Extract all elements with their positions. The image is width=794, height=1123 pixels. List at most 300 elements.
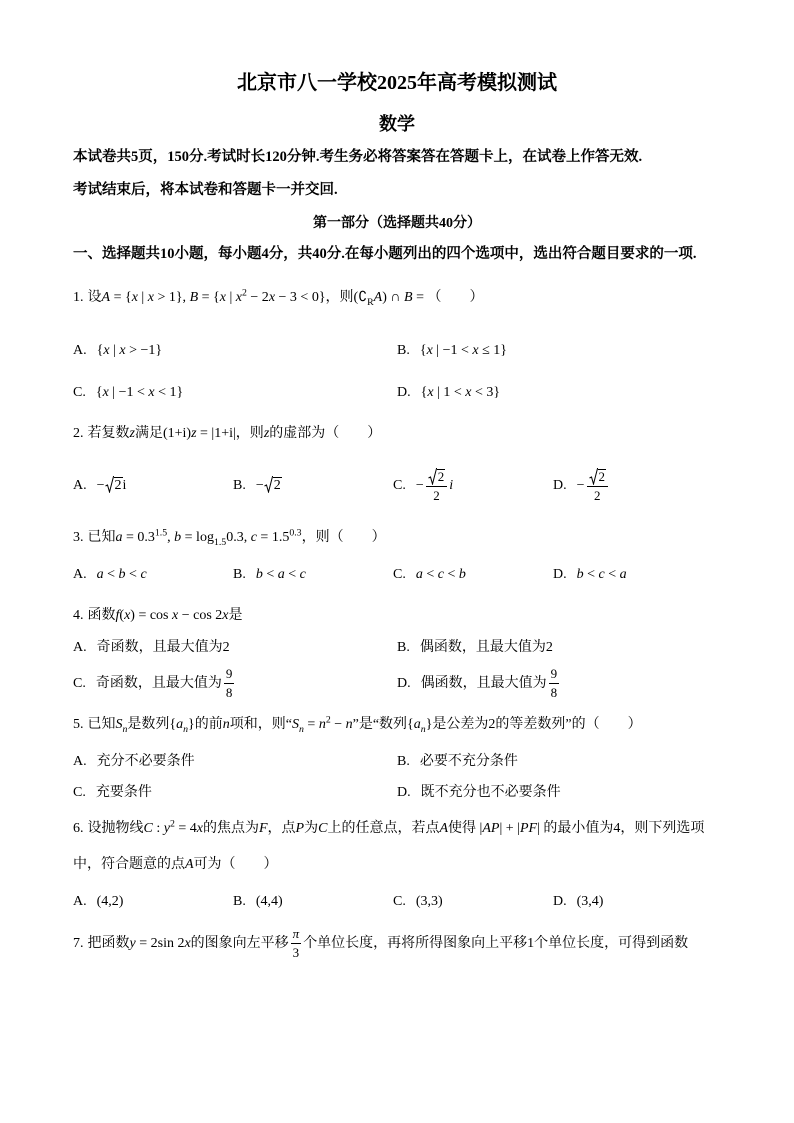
math-variable: z <box>263 426 270 441</box>
question-4-option-b <box>397 632 721 664</box>
option-content <box>420 754 518 769</box>
option-content <box>421 785 561 800</box>
math-text: 2 <box>433 487 440 503</box>
math-text: − <box>330 717 346 732</box>
math-text: | 1 < <box>433 385 466 400</box>
option-content <box>96 785 152 800</box>
question-number: 4. <box>73 608 84 623</box>
math-text: ( <box>119 608 125 623</box>
math-text: 必要不充分条件 <box>419 754 518 769</box>
fraction-numerator <box>587 468 609 487</box>
question-2-option-a <box>73 464 233 508</box>
math-variable: a <box>176 717 184 732</box>
question-1-option-a <box>73 335 397 367</box>
question-1 <box>73 282 721 314</box>
math-text: = 4 <box>174 821 197 836</box>
question-2-option-d <box>553 464 721 508</box>
math-text: 项和，则“ <box>229 717 292 732</box>
fraction <box>426 468 448 504</box>
math-text: 的虚部为（ ） <box>269 426 382 441</box>
radical-sign-icon <box>428 468 437 485</box>
question-stem <box>88 608 243 623</box>
math-text: 若复数 <box>87 426 130 441</box>
math-variable: x <box>426 343 433 358</box>
math-variable: n <box>345 717 353 732</box>
superscript: 0.3 <box>289 527 302 539</box>
superscript: 2 <box>325 714 331 726</box>
math-variable: y <box>163 821 170 836</box>
question-4-options-row <box>73 664 721 704</box>
question-5 <box>73 709 721 741</box>
square-root <box>428 469 446 484</box>
math-variable: i <box>449 478 454 493</box>
math-variable: C <box>318 821 328 836</box>
math-variable: c <box>140 567 147 582</box>
option-content <box>416 894 443 909</box>
fraction-denominator <box>587 487 609 504</box>
option-content <box>97 754 195 769</box>
superscript: 1.5 <box>154 527 168 539</box>
math-variable: P <box>295 821 305 836</box>
option-content <box>421 385 501 400</box>
math-text: 9 <box>225 666 233 682</box>
math-variable: C <box>143 821 153 836</box>
subscript: 1.5 <box>213 536 227 548</box>
subscript-variable: n <box>122 723 128 735</box>
fraction <box>587 468 609 504</box>
question-stem <box>87 287 484 308</box>
math-text: 个单位长度，再将所得图象向上平移1个单位长度，可得到函数 <box>303 936 689 951</box>
math-variable: x <box>472 343 479 358</box>
math-text: | + | <box>499 821 520 836</box>
radical-sign-stroke <box>105 477 114 493</box>
part-title: 第一部分（选择题共40分） <box>313 216 481 231</box>
math-variable: x <box>102 385 109 400</box>
option-content <box>256 478 282 493</box>
option-label: B. <box>233 478 246 493</box>
fraction-denominator <box>426 487 448 504</box>
question-5-option-c <box>73 778 397 808</box>
square-root <box>264 478 282 493</box>
option-content <box>576 468 610 503</box>
square-root <box>589 469 607 484</box>
math-text: ，则（ ） <box>301 530 386 545</box>
math-text: : <box>152 821 164 836</box>
math-text: 是数列{ <box>127 717 177 732</box>
math-variable: π <box>292 926 300 942</box>
option-label: C. <box>393 567 406 582</box>
math-text: 既不充分也不必要条件 <box>420 785 561 800</box>
math-text: 设 <box>87 290 102 305</box>
math-variable: x <box>268 290 276 305</box>
math-variable: x <box>235 290 242 305</box>
radical-sign-stroke <box>589 468 598 484</box>
option-label: B. <box>397 640 410 655</box>
math-text: ) ∩ <box>382 290 405 305</box>
exam-instructions <box>73 141 721 207</box>
option-content <box>416 567 466 582</box>
math-text: 偶函数，且最大值为 <box>420 676 547 691</box>
fraction-denominator <box>291 944 302 961</box>
math-text: 函数 <box>87 608 116 623</box>
question-4 <box>73 600 721 632</box>
math-text: { <box>420 385 428 400</box>
math-text: i <box>122 478 127 493</box>
math-text: < <box>604 567 620 582</box>
math-variable: a <box>277 567 285 582</box>
math-text: 的图象向左平移 <box>190 936 289 951</box>
math-text: (3,3) <box>415 894 443 909</box>
math-text: | <box>109 343 120 358</box>
math-text: 8 <box>550 685 558 701</box>
math-text: 为 <box>304 821 319 836</box>
math-variable: x <box>184 936 191 951</box>
question-4-option-c <box>73 664 397 704</box>
option-label: A. <box>73 640 87 655</box>
math-variable: B <box>404 290 413 305</box>
math-variable: c <box>598 567 605 582</box>
instruction-line: 考试结束后，将本试卷和答题卡一并交回. <box>73 182 338 198</box>
math-text: − <box>576 478 585 493</box>
question-3 <box>73 522 721 554</box>
math-variable: x <box>172 608 179 623</box>
question-5-options-row <box>73 746 721 778</box>
math-variable: c <box>437 567 444 582</box>
square-root <box>105 478 123 493</box>
question-number: 2. <box>73 426 84 441</box>
question-3-option-b <box>233 559 393 591</box>
superscript: 2 <box>242 287 247 299</box>
math-text: }的前 <box>188 717 223 732</box>
math-text: { <box>96 343 104 358</box>
option-label: A. <box>73 343 87 358</box>
math-variable: b <box>174 530 182 545</box>
math-variable: a <box>115 530 123 545</box>
math-text: < 3} <box>471 385 501 400</box>
math-text: 偶函数，且最大值为2 <box>419 640 553 655</box>
math-variable: x <box>222 608 229 623</box>
fraction-denominator <box>549 684 560 701</box>
math-text: ”是“数列{ <box>352 717 414 732</box>
math-text: < <box>262 567 278 582</box>
fraction-numerator <box>224 666 235 684</box>
option-content <box>97 478 127 493</box>
math-text: < <box>583 567 599 582</box>
math-variable: b <box>255 567 263 582</box>
math-text: − 2 <box>246 290 269 305</box>
option-content <box>97 343 163 358</box>
math-text: | −1 < <box>108 385 149 400</box>
option-content <box>577 567 627 582</box>
math-text: 充分不必要条件 <box>96 754 195 769</box>
question-number: 1. <box>73 290 84 305</box>
math-variable: a <box>413 717 421 732</box>
question-5-option-d <box>397 778 721 808</box>
radical-sign-stroke <box>264 477 273 493</box>
question-1-options-row <box>73 335 721 367</box>
question-number: 5. <box>73 717 84 732</box>
math-variable: n <box>318 717 326 732</box>
math-variable: S <box>115 717 123 732</box>
option-label: D. <box>397 676 411 691</box>
radical-sign-stroke <box>428 468 437 484</box>
fraction <box>224 666 235 701</box>
math-variable: AP <box>482 821 500 836</box>
option-content <box>256 567 306 582</box>
math-text: 已知 <box>87 717 116 732</box>
math-variable: b <box>576 567 584 582</box>
math-text: > −1} <box>125 343 163 358</box>
math-text: − <box>415 478 424 493</box>
option-label: B. <box>397 343 410 358</box>
math-variable: S <box>292 717 299 732</box>
question-3-option-d <box>553 559 721 591</box>
subscript-variable: n <box>420 723 426 735</box>
math-text: | 的最小值为4，则下列选项中，符合题意的点 <box>73 821 705 872</box>
option-label: C. <box>393 478 406 493</box>
radical-sign-icon <box>264 476 273 493</box>
option-label: C. <box>73 676 86 691</box>
question-6-option-c <box>393 886 553 918</box>
question-7 <box>73 924 721 964</box>
fraction <box>549 666 560 701</box>
math-text: | <box>137 290 148 305</box>
math-text: 3 <box>292 945 300 961</box>
math-variable: b <box>458 567 466 582</box>
math-variable: A <box>373 290 383 305</box>
option-content <box>96 385 183 400</box>
math-text: 奇函数，且最大值为2 <box>96 640 230 655</box>
math-variable: n <box>222 717 230 732</box>
question-5-option-a <box>73 746 397 778</box>
subject-title: 数学 <box>379 114 415 134</box>
option-content <box>577 894 604 909</box>
math-text: = （ ） <box>412 290 484 305</box>
radical-sign-icon <box>589 468 598 485</box>
math-variable: c <box>299 567 306 582</box>
option-label: A. <box>73 567 87 582</box>
math-text: − cos 2 <box>178 608 223 623</box>
math-variable: x <box>427 385 434 400</box>
math-text: = { <box>198 290 220 305</box>
option-label: D. <box>553 894 567 909</box>
math-text: 充要条件 <box>95 785 152 800</box>
option-content <box>97 894 124 909</box>
math-variable: A <box>101 290 111 305</box>
math-variable: PF <box>519 821 538 836</box>
math-text: = 2sin 2 <box>135 936 185 951</box>
question-6-options-row <box>73 886 721 918</box>
option-content <box>420 343 507 358</box>
option-content <box>420 666 562 701</box>
math-text: ，点 <box>267 821 296 836</box>
math-text: 9 <box>550 666 558 682</box>
math-text: , <box>167 530 175 545</box>
math-text: 2 <box>594 487 601 503</box>
math-text: < <box>284 567 300 582</box>
question-4-option-d <box>397 664 721 704</box>
question-6-option-b <box>233 886 393 918</box>
instruction-line: 本试卷共5页，150分.考试时长120分钟.考生务必将答案答在答题卡上，在试卷上作答无效. <box>73 149 643 165</box>
math-variable: A <box>439 821 449 836</box>
math-variable: x <box>148 385 155 400</box>
option-label: D. <box>397 385 411 400</box>
option-label: C. <box>393 894 406 909</box>
question-stem <box>87 527 386 548</box>
option-content <box>97 640 230 655</box>
math-variable: x <box>147 290 154 305</box>
math-variable: a <box>415 567 423 582</box>
option-content <box>415 468 454 503</box>
superscript: 2 <box>169 818 175 830</box>
question-2-options-row <box>73 464 721 508</box>
question-3-option-c <box>393 559 553 591</box>
option-content <box>256 894 283 909</box>
math-text: 上的任意点，若点 <box>327 821 440 836</box>
math-text: 已知 <box>87 530 116 545</box>
math-text: 奇函数，且最大值为 <box>95 676 222 691</box>
math-text: = { <box>110 290 132 305</box>
question-5-options-row <box>73 778 721 808</box>
question-stem <box>87 714 642 735</box>
fraction <box>291 926 302 961</box>
math-variable: x <box>119 343 126 358</box>
math-text: 的焦点为 <box>202 821 259 836</box>
math-variable: A <box>185 857 194 872</box>
option-label: C. <box>73 385 86 400</box>
math-variable: z <box>191 426 197 441</box>
question-stem <box>73 818 705 872</box>
math-text: 把函数 <box>87 936 130 951</box>
option-content <box>420 640 553 655</box>
fraction-numerator <box>549 666 560 684</box>
fraction-numerator <box>426 468 448 487</box>
fraction-denominator <box>224 684 235 701</box>
radicand: 2 <box>437 468 445 484</box>
exam-title: 北京市八一学校2025年高考模拟测试 <box>237 72 557 94</box>
math-text: | −1 < <box>432 343 473 358</box>
math-variable: a <box>619 567 627 582</box>
math-variable: y <box>129 936 136 951</box>
option-content <box>97 567 147 582</box>
math-variable: z <box>129 426 135 441</box>
math-text: > 1}, <box>153 290 190 305</box>
math-variable: x <box>131 290 138 305</box>
radicand: 2 <box>114 478 122 493</box>
math-variable: F <box>258 821 268 836</box>
math-text: = log <box>181 530 214 545</box>
question-1-option-c <box>73 377 397 409</box>
subscript-variable: n <box>299 723 304 735</box>
question-5-option-b <box>397 746 721 778</box>
question-6-option-d <box>553 886 721 918</box>
math-text: < 1} <box>154 385 184 400</box>
math-text: 0.3, <box>226 530 251 545</box>
math-text: 满足(1+i) <box>134 426 192 441</box>
math-text: (3,4) <box>576 894 604 909</box>
option-label: A. <box>73 478 87 493</box>
option-label: B. <box>233 567 246 582</box>
math-variable: b <box>118 567 126 582</box>
math-text: − <box>96 478 105 493</box>
math-text: 8 <box>225 685 233 701</box>
math-text: | <box>225 290 236 305</box>
math-text: − <box>255 478 264 493</box>
subscript-variable: n <box>183 723 189 735</box>
math-text: 使得 | <box>448 821 483 836</box>
math-variable: c <box>250 530 257 545</box>
question-2 <box>73 418 721 450</box>
question-6 <box>73 811 721 883</box>
question-2-option-c <box>393 464 553 508</box>
subscript: R <box>367 296 374 308</box>
question-6-option-a <box>73 886 233 918</box>
option-label: D. <box>553 567 567 582</box>
math-text: < <box>125 567 141 582</box>
radicand: 2 <box>598 468 606 484</box>
math-variable: x <box>465 385 472 400</box>
question-number: 6. <box>73 821 84 836</box>
question-1-option-b <box>397 335 721 367</box>
question-2-option-b <box>233 464 393 508</box>
question-number: 7. <box>73 936 84 951</box>
math-variable: x <box>124 608 131 623</box>
math-text: ≤ 1} <box>478 343 508 358</box>
question-stem <box>88 426 382 441</box>
question-3-option-a <box>73 559 233 591</box>
math-text: 设抛物线 <box>87 821 144 836</box>
math-variable: x <box>196 821 203 836</box>
math-variable: f <box>115 608 120 623</box>
math-text: < <box>422 567 438 582</box>
fraction-numerator <box>291 926 302 944</box>
math-text: = 0.3 <box>122 530 155 545</box>
math-text: < <box>443 567 459 582</box>
radical-sign-icon <box>105 476 114 493</box>
math-text: = 1.5 <box>256 530 290 545</box>
section-intro: 一、选择题共10小题，每小题4分，共40分.在每小题列出的四个选项中，选出符合题目要求的一项. <box>73 246 697 262</box>
math-text: = <box>303 717 319 732</box>
option-label: A. <box>73 754 87 769</box>
option-label: B. <box>397 754 410 769</box>
math-text: < <box>103 567 119 582</box>
question-3-options-row <box>73 559 721 591</box>
option-content <box>95 666 237 701</box>
option-label: C. <box>73 785 86 800</box>
option-label: D. <box>397 785 411 800</box>
option-label: A. <box>73 894 87 909</box>
radicand: 2 <box>273 478 281 493</box>
option-label: B. <box>233 894 246 909</box>
math-text: 是 <box>228 608 243 623</box>
math-text: (4,4) <box>255 894 283 909</box>
question-1-options-row <box>73 377 721 409</box>
question-1-option-d <box>397 377 721 409</box>
math-variable: x <box>103 343 110 358</box>
math-text: (4,2) <box>96 894 124 909</box>
math-text: ) = cos <box>130 608 173 623</box>
math-text: = |1+i|，则 <box>196 426 264 441</box>
math-variable: B <box>189 290 199 305</box>
math-text: 可为（ ） <box>193 857 278 872</box>
math-text: − 3 < 0}，则(∁ <box>275 290 368 305</box>
question-stem <box>87 926 689 961</box>
question-4-option-a <box>73 632 397 664</box>
math-text: { <box>95 385 103 400</box>
question-number: 3. <box>73 530 84 545</box>
math-variable: a <box>96 567 104 582</box>
option-label: D. <box>553 478 567 493</box>
